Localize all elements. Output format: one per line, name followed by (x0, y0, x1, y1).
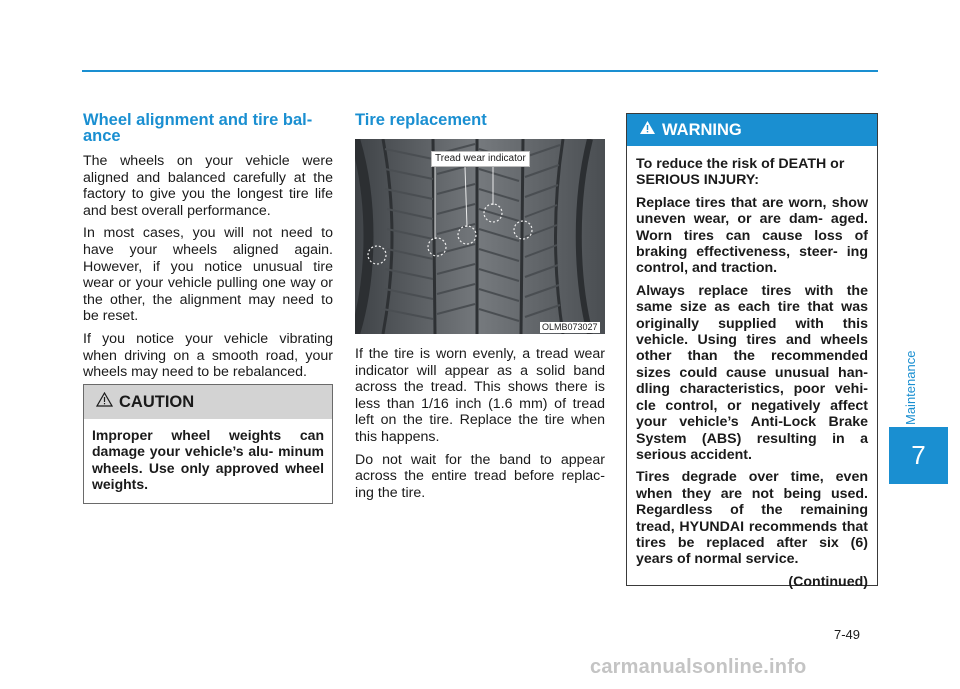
wheel-alignment-heading (83, 112, 333, 144)
warning-continued: (Continued) (788, 573, 868, 590)
figure-code: OLMB073027 (542, 322, 598, 332)
wheel-alignment-heading-text: Wheel alignment and tire bal- ance (83, 111, 313, 145)
warning-paragraph-3: Always replace tires with the same size as each tire that was originally supplied with this vehicle. Using tires and wheels other than the recommended sizes could cause unusual han- dling characteristics, poor vehi- cle control, or negatively affect your vehicle’s Anti-Lock Brake System (ABS) resulting in a serious accident. (636, 282, 868, 463)
warning-triangle-outline-icon (96, 392, 113, 412)
left-paragraph-3: If you notice your vehicle vibrating when driving on a smooth road, your wheels may need to be rebalanced. (83, 330, 333, 381)
tire-replacement-heading: Tire replacement (355, 111, 487, 129)
side-tab-section (888, 336, 948, 426)
tire-tread-illustration (355, 139, 605, 334)
warning-paragraph-2: Replace tires that are worn, show uneven wear, or are dam- aged. Worn tires can cause loss of braking effectiveness, steer- ing control, and traction. (636, 194, 868, 277)
section-label: Maintenance (903, 350, 918, 425)
middle-paragraph-1: If the tire is worn evenly, a tread wear indicator will appear as a solid band across the tread. This shows there is less than 1/16 inch (1.6 mm) of tread left on the tire. Replace the tire when this happens. (355, 346, 605, 445)
warning-paragraph-1: To reduce the risk of DEATH or SERIOUS INJURY: (636, 156, 845, 189)
tire-tread-figure (355, 139, 605, 334)
warning-title: WARNING (662, 120, 742, 139)
caution-box (83, 384, 333, 504)
middle-paragraph-2: Do not wait for the band to appear across the entire tread before replac- ing the tire. (355, 451, 605, 501)
tread-wear-indicator-label: Tread wear indicator (431, 151, 530, 167)
caution-title: CAUTION (119, 392, 195, 411)
warning-triangle-icon (639, 120, 656, 140)
warning-body (627, 146, 877, 590)
page-number: 7-49 (834, 627, 861, 642)
warning-paragraph-4: Tires degrade over time, even when they are not being used. Regardless of the remaining tread, HYUNDAI recommends that tires be replaced after six (6) years of normal service. (636, 469, 868, 568)
top-rule (82, 70, 878, 72)
middle-column (355, 112, 605, 137)
left-paragraph-1: The wheels on your vehicle were aligned and balanced carefully at the factory to give you the longest tire life and best overall performance. (83, 153, 333, 219)
chapter-number: 7 (911, 440, 926, 470)
left-paragraph-2: In most cases, you will not need to have your wheels aligned again. However, if you notice unusual tire wear or your vehicle pulling one way or the other, the alignment may need to be reset. (83, 225, 333, 325)
warning-box (626, 113, 878, 590)
watermark-text: carmanualsonline.info (590, 656, 807, 678)
caution-header (84, 385, 332, 419)
left-column (83, 112, 333, 387)
caution-text: Improper wheel weights can damage your vehicle’s alu- minum wheels. Use only approved wheel weights. (92, 427, 324, 493)
chapter-tab (889, 427, 948, 484)
warning-header (627, 114, 877, 146)
middle-text (355, 346, 605, 507)
